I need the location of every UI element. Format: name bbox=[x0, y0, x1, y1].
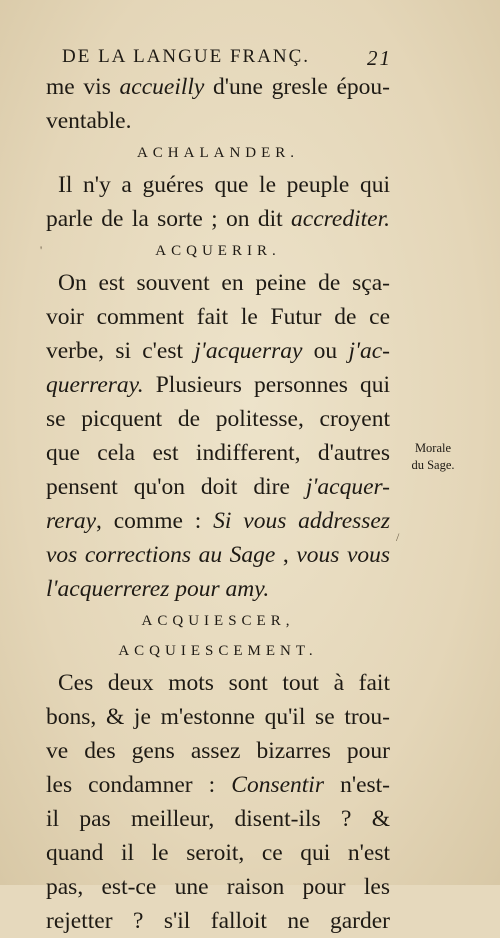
text-line: querreray. Plusieurs personnes qui bbox=[46, 372, 390, 398]
margin-note-line: Morale bbox=[414, 441, 452, 455]
margin-note-line: du Sage. bbox=[411, 458, 455, 472]
page-number: 21 bbox=[367, 46, 392, 70]
text-line: rejetter ? s'il falloit ne garder bbox=[46, 908, 390, 934]
text-line: parle de la sorte ; on dit accrediter. bbox=[46, 206, 390, 232]
text-block bbox=[46, 70, 390, 938]
margin-note bbox=[398, 440, 468, 474]
text-line: quand il le seroit, ce qui n'est bbox=[46, 840, 390, 866]
text-line: On est souvent en peine de sça- bbox=[58, 270, 390, 296]
text-line: les condamner : Consentir n'est- bbox=[46, 772, 390, 798]
text-line: reray, comme : Si vous addressez bbox=[46, 508, 390, 534]
text-line: Il n'y a guéres que le peuple qui bbox=[58, 172, 390, 198]
entry-heading: ACHALANDER. bbox=[136, 145, 300, 161]
text-line: pas, est-ce une raison pour les bbox=[46, 874, 390, 900]
ink-speck: ' bbox=[40, 243, 43, 257]
text-line: bons, & je m'estonne qu'il se trou- bbox=[46, 704, 390, 730]
text-line: il pas meilleur, disent-ils ? & bbox=[46, 806, 390, 832]
text-line: se picquent de politesse, croyent bbox=[46, 406, 390, 432]
entry-heading: ACQUIESCER, bbox=[141, 613, 295, 629]
text-line: l'acquerrerez pour amy. bbox=[46, 576, 270, 602]
entry-heading: ACQUERIR. bbox=[155, 243, 281, 259]
text-line: vos corrections au Sage , vous vous bbox=[46, 542, 391, 568]
text-line: ve des gens assez bizarres pour bbox=[46, 738, 390, 764]
entry-heading: ACQUIESCEMENT. bbox=[118, 643, 318, 659]
text-line: me vis accueilly d'une gresle épou- bbox=[46, 74, 390, 100]
running-title: DE LA LANGUE FRANÇ. bbox=[62, 46, 311, 67]
text-line: Ces deux mots sont tout à fait bbox=[58, 670, 390, 696]
ink-speck: / bbox=[396, 530, 400, 544]
text-line: pensent qu'on doit dire j'acquer- bbox=[46, 474, 390, 500]
text-line: que cela est indifferent, d'autres bbox=[46, 440, 390, 466]
text-line: ventable. bbox=[46, 108, 132, 134]
text-line: verbe, si c'est j'acquerray ou j'ac- bbox=[46, 338, 390, 364]
text-line: voir comment fait le Futur de ce bbox=[46, 304, 390, 330]
